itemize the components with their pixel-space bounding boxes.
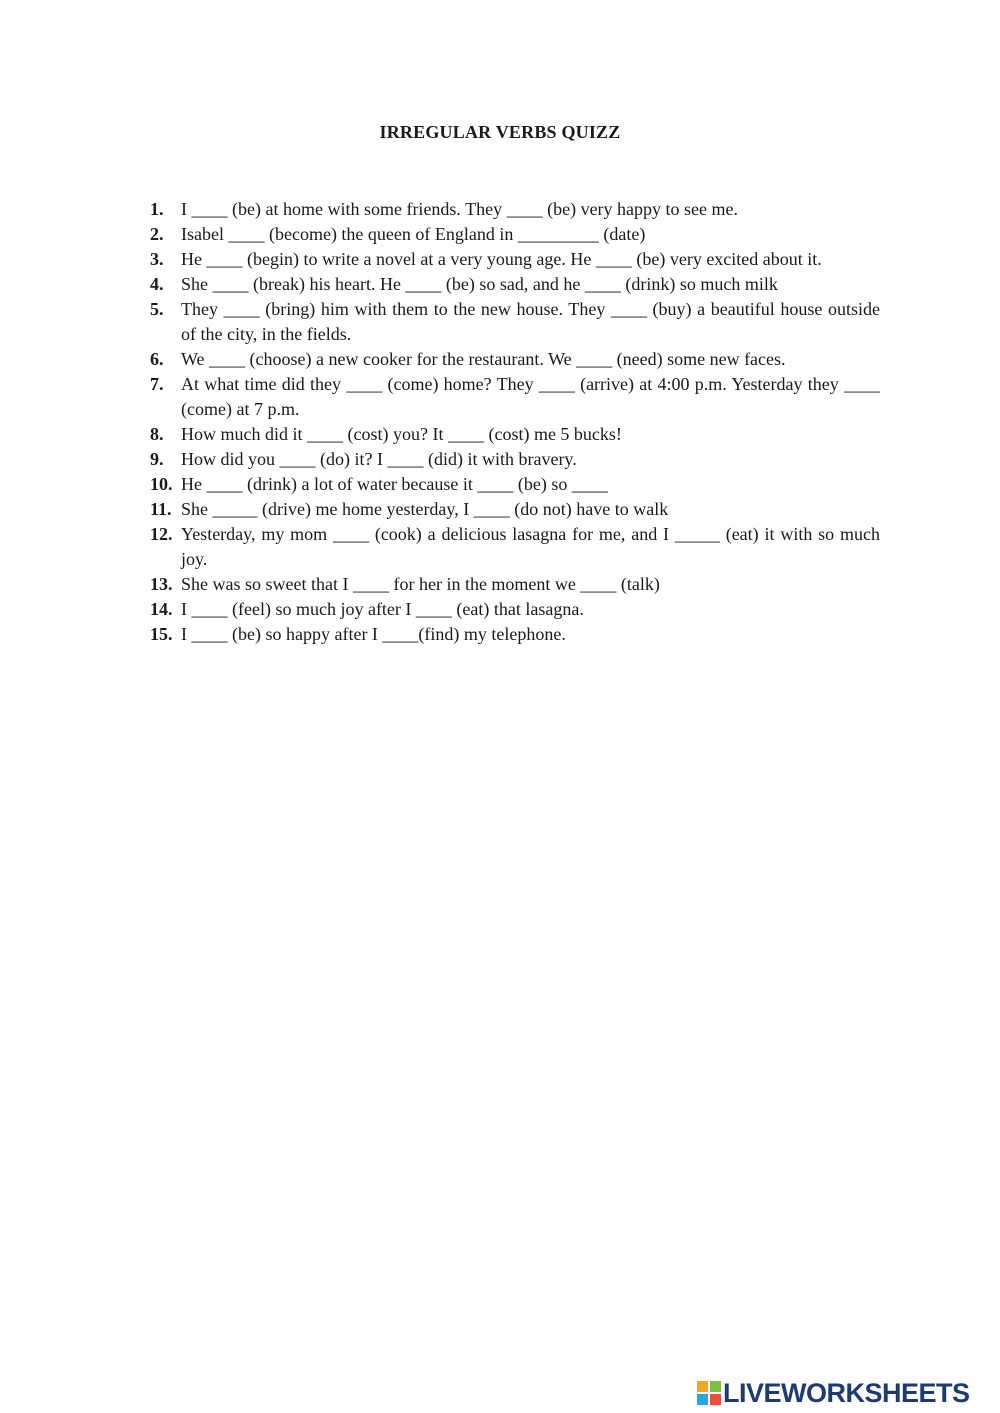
page-title: IRREGULAR VERBS QUIZZ [379,122,621,142]
question-number: 8. [150,424,164,444]
question-text: We ____ (choose) a new cooker for the restaurant. We ____ (need) some new faces. [181,349,786,369]
question-number: 9. [150,449,164,469]
quiz-item-7 [150,372,880,422]
quiz-item-11 [150,497,880,522]
question-number: 3. [150,249,164,269]
quiz-item-9 [150,447,880,472]
question-text: At what time did they ____ (come) home? They ____ (arrive) at 4:00 p.m. Yesterday they ____ (come) at 7 p.m. [181,374,880,419]
question-text: She _____ (drive) me home yesterday, I ____ (do not) have to walk [181,499,669,519]
quiz-item-5 [150,297,880,347]
question-number: 6. [150,349,164,369]
question-text: Yesterday, my mom ____ (cook) a delicious lasagna for me, and I _____ (eat) it with so much joy. [181,524,880,569]
question-text: He ____ (begin) to write a novel at a very young age. He ____ (be) very excited about it. [181,249,822,269]
question-text: He ____ (drink) a lot of water because it ____ (be) so ____ [181,474,608,494]
brand-name: LIVEWORKSHEETS [723,1378,970,1408]
quiz-item-3 [150,247,880,272]
brand-watermark [697,1378,970,1408]
question-number: 5. [150,299,164,319]
question-number: 15. [150,624,173,644]
quiz-item-10 [150,472,880,497]
question-number: 11. [150,499,172,519]
liveworksheets-logo-icon [697,1381,721,1405]
question-text: They ____ (bring) him with them to the new house. They ____ (buy) a beautiful house outside of the city, in the fields. [181,299,880,344]
question-text: How did you ____ (do) it? I ____ (did) it with bravery. [181,449,577,469]
question-text: How much did it ____ (cost) you? It ____ (cost) me 5 bucks! [181,424,622,444]
quiz-list [150,197,880,647]
quiz-item-4 [150,272,880,297]
question-number: 12. [150,524,173,544]
quiz-item-12 [150,522,880,572]
quiz-item-8 [150,422,880,447]
question-text: Isabel ____ (become) the queen of England in _________ (date) [181,224,646,244]
question-number: 2. [150,224,164,244]
question-number: 4. [150,274,164,294]
question-number: 10. [150,474,173,494]
question-text: She ____ (break) his heart. He ____ (be) so sad, and he ____ (drink) so much milk [181,274,778,294]
question-number: 13. [150,574,173,594]
quiz-item-14 [150,597,880,622]
quiz-item-15 [150,622,880,647]
question-text: I ____ (feel) so much joy after I ____ (eat) that lasagna. [181,599,584,619]
quiz-item-6 [150,347,880,372]
question-text: She was so sweet that I ____ for her in the moment we ____ (talk) [181,574,660,594]
quiz-item-13 [150,572,880,597]
question-number: 1. [150,199,164,219]
question-number: 14. [150,599,173,619]
question-number: 7. [150,374,164,394]
question-text: I ____ (be) at home with some friends. They ____ (be) very happy to see me. [181,199,739,219]
quiz-item-1 [150,197,880,222]
question-text: I ____ (be) so happy after I ____(find) my telephone. [181,624,566,644]
quiz-item-2 [150,222,880,247]
